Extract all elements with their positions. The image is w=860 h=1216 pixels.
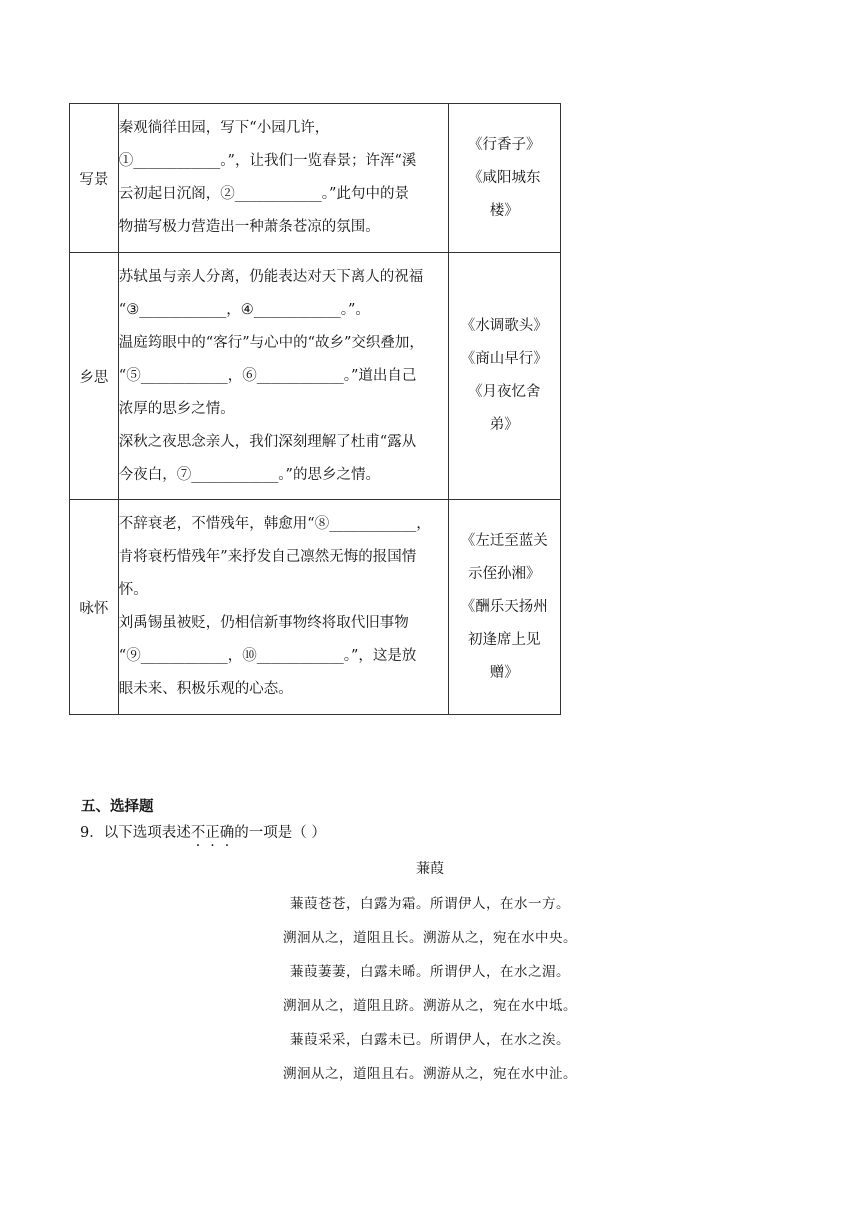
source-cell [448,500,560,715]
source-line: 示侄孙湘》 [468,565,541,582]
source-line: 《左迁至蓝关 [460,532,548,549]
source-line: 《咸阳城东 [468,169,541,186]
source-line: 《酬乐天扬州 [460,598,548,615]
source-line: 《行香子》 [468,136,541,153]
description-line: ①____________。”，让我们一览春景；许浑“溪 [118,153,417,169]
poem-line: 蒹葭苍苍，白露为霜。所谓伊人，在水一方。 [290,896,570,912]
source-cell [448,104,560,253]
poem-line: 溯洄从之，道阻且右。溯游从之，宛在水中沚。 [283,1066,577,1082]
emphasis-char: 不 [190,825,206,841]
description-line: 怀。 [118,582,148,598]
description-line: “③____________，④____________。”。 [118,301,370,318]
description-line: 物描写极力营造出一种萧条苍凉的氛围。 [118,219,380,235]
description-line: 温庭筠眼中的“客行”与心中的“故乡”交织叠加， [118,334,424,351]
description-line: 今夜白，⑦____________。”的思乡之情。 [118,466,380,483]
source-line: 《月夜忆舍 [468,384,541,400]
description-line: 深秋之夜思念亲人，我们深刻理解了杜甫“露从 [118,433,417,450]
question-prefix: 9．以下选项表述 [80,825,191,841]
description-line: “⑤____________，⑥____________。”道出自己 [118,367,417,384]
question-suffix: 的一项是（ ） [234,825,326,841]
table-row [70,104,561,253]
description-cell [118,500,448,715]
source-line: 《水调歌头》 [460,318,548,334]
table-row [70,253,561,500]
source-line: 楼》 [489,202,519,219]
source-line: 弟》 [489,417,519,433]
source-line: 初逢席上见 [468,631,541,648]
description-cell [118,253,448,500]
description-cell [118,104,448,253]
poetry-fill-table [69,103,561,715]
description-line: “⑨____________，⑩____________。”，这是放 [118,648,417,664]
poem-line: 蒹葭采采，白露未已。所谓伊人，在水之涘。 [290,1032,570,1048]
description-line: 秦观徜徉田园，写下“小园几许， [118,120,330,136]
section-title: 五、选择题 [81,799,154,815]
description-line: 浓厚的思乡之情。 [118,400,235,417]
source-cell [448,253,560,500]
category-cell: 咏怀 [70,500,119,715]
poem-line: 溯洄从之，道阻且跻。溯游从之，宛在水中坻。 [283,998,577,1014]
category-cell: 写景 [70,104,119,253]
description-line: 刘禹锡虽被贬，仍相信新事物终将取代旧事物 [118,615,409,631]
question-stem [80,821,326,842]
emphasis-char: 正 [205,825,220,841]
description-line: 苏轼虽与亲人分离，仍能表达对天下离人的祝福 [118,268,424,285]
source-line: 赠》 [489,664,519,681]
description-line: 肯将衰朽惜残年”来抒发自己凛然无悔的报国情 [118,549,417,565]
emphasis-char: 确 [219,825,235,841]
poem-line: 溯洄从之，道阻且长。溯游从之，宛在水中央。 [283,930,577,946]
category-cell: 乡思 [70,253,119,500]
source-line: 《商山早行》 [460,351,548,367]
poem-line: 蒹葭萋萋，白露未晞。所谓伊人，在水之湄。 [290,964,570,980]
table-row [70,500,561,715]
description-line: 云初起日沉阁，②____________。”此句中的景 [118,186,409,202]
description-line: 眼未来、积极乐观的心态。 [118,681,293,697]
poem-title: 蒹葭 [416,861,444,877]
description-line: 不辞衰老，不惜残年，韩愈用“⑧____________， [118,516,431,532]
